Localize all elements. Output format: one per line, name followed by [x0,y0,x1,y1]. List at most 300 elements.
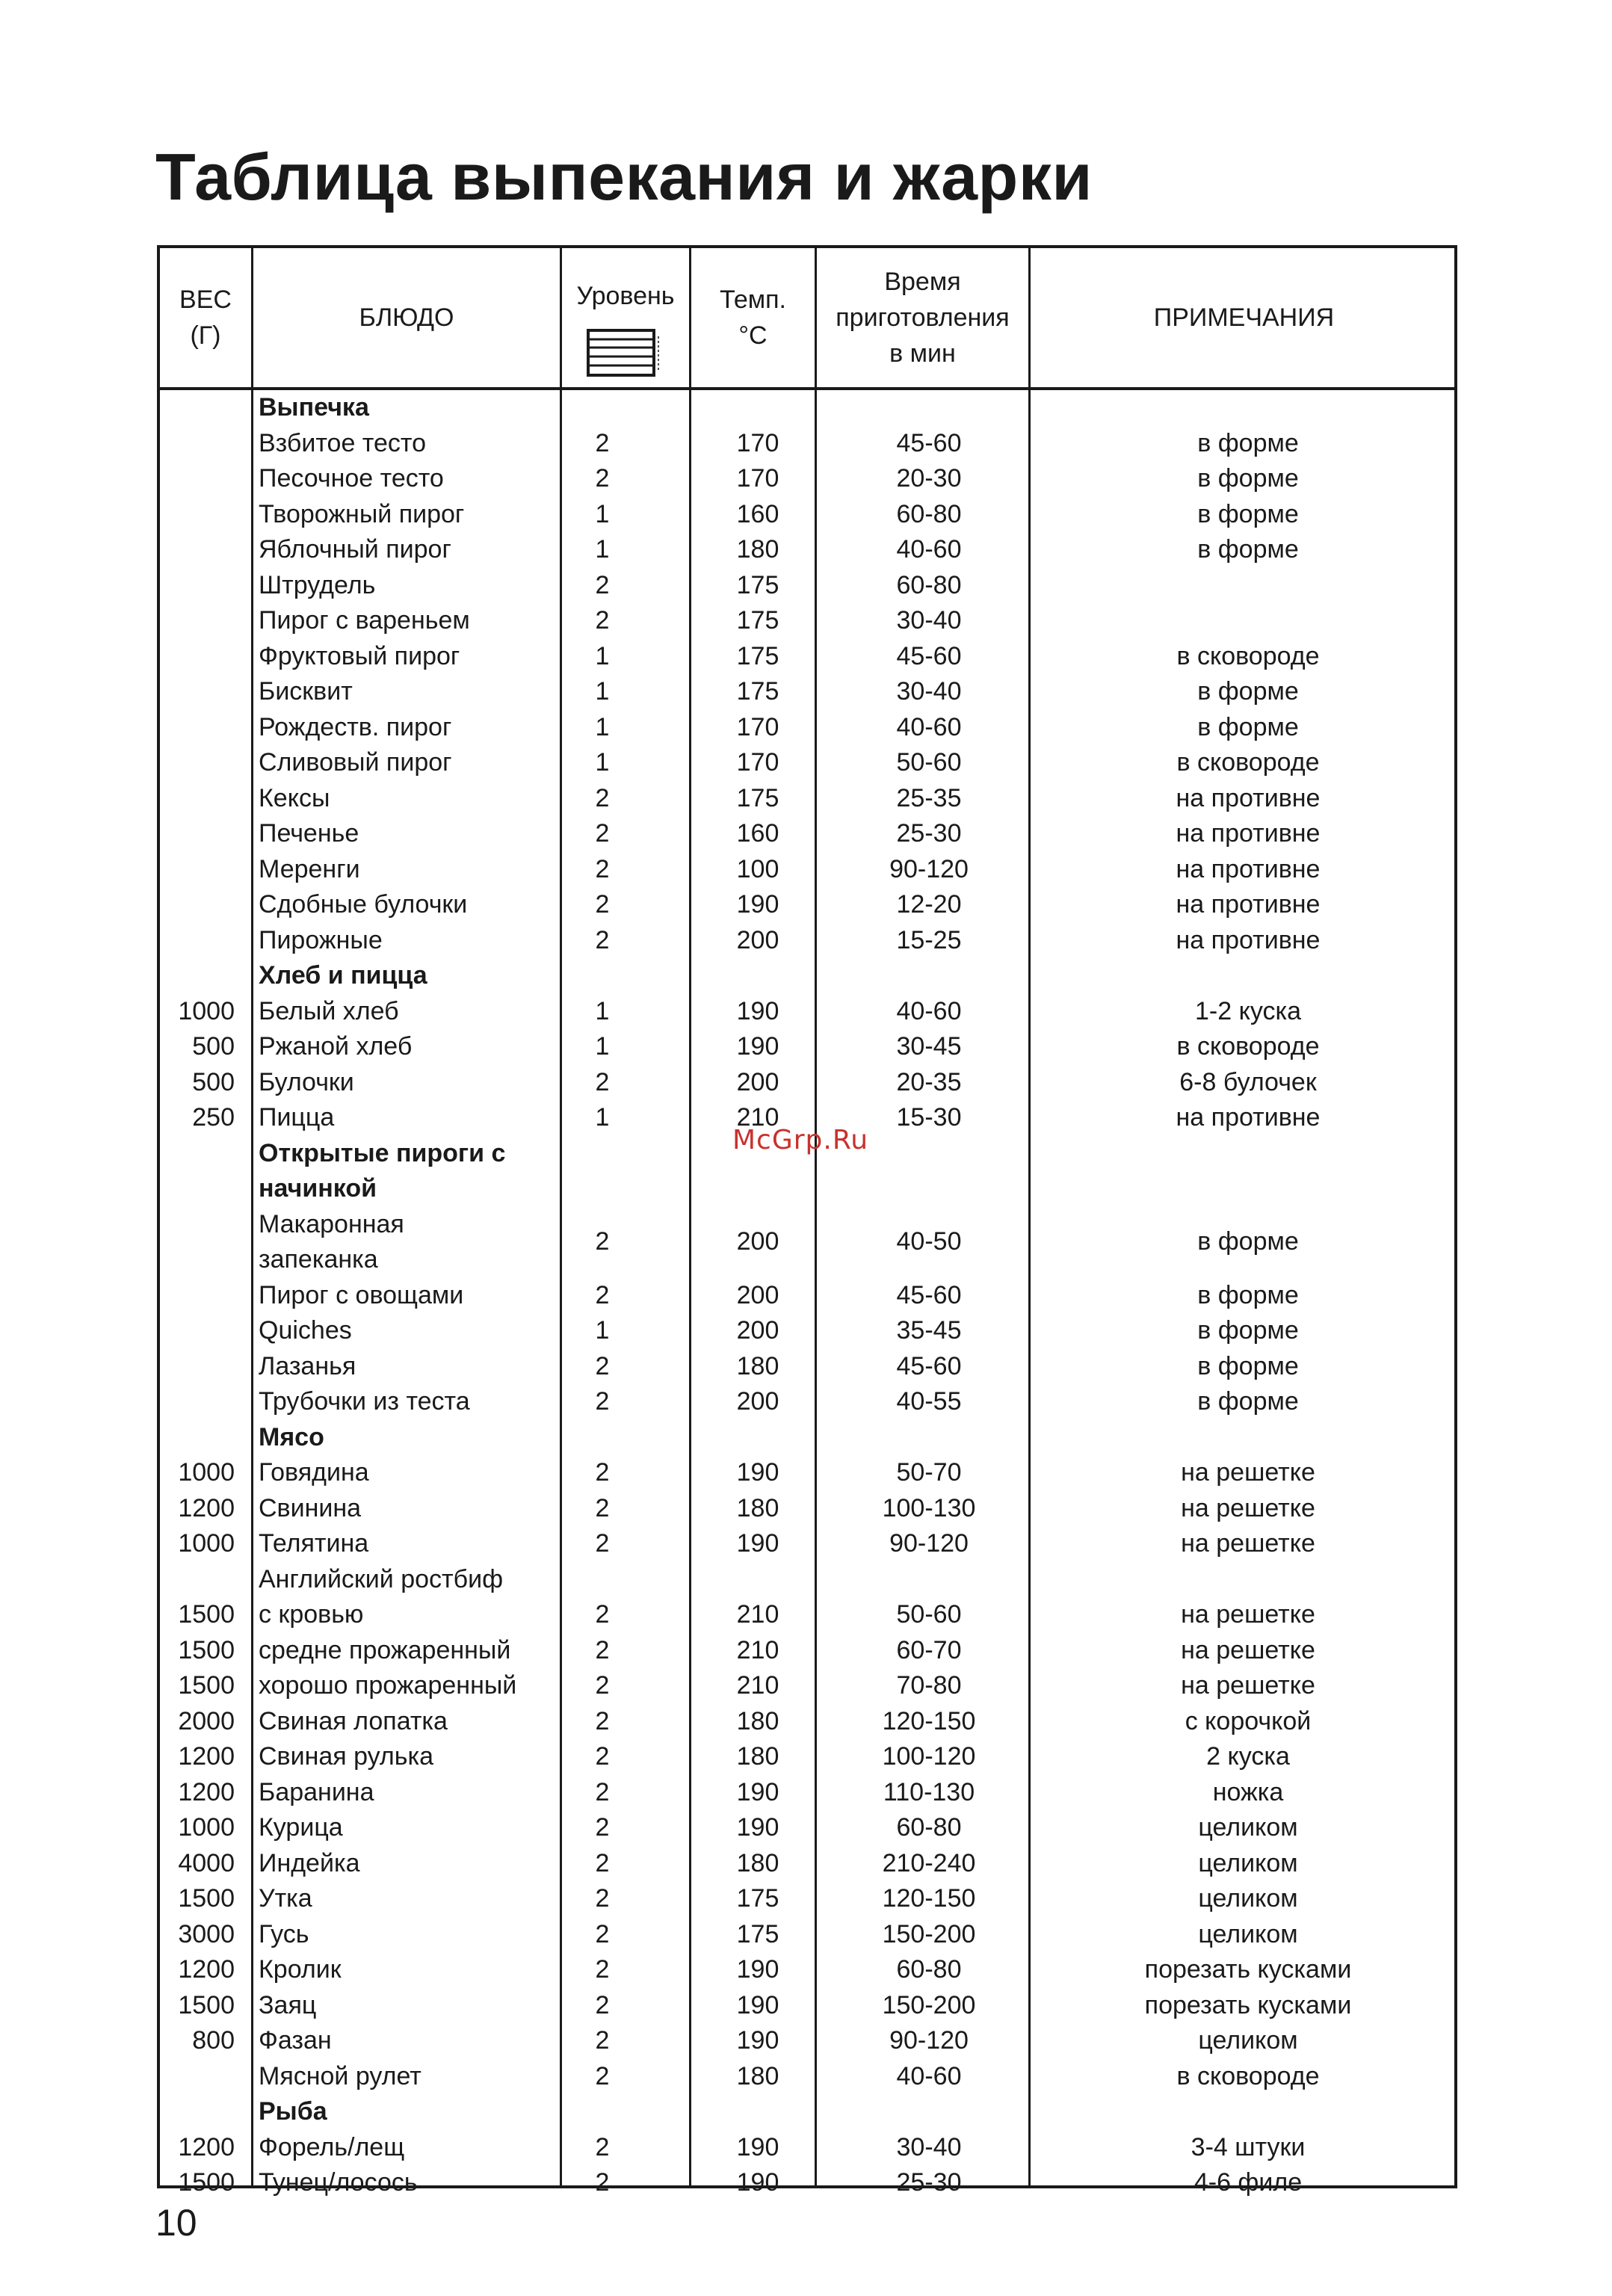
weight-cell: 1500 [178,1600,235,1629]
time-cell: 40-60 [896,535,962,564]
table-row [160,1384,1454,1420]
dish-cell: Курица [259,1813,343,1842]
note-cell: порезать кусками [1144,1990,1352,2019]
note-cell: целиком [1198,2026,1298,2055]
table-row [160,1952,1454,1988]
table-row [160,1775,1454,1811]
dish-cell: Песочное тесто [259,464,444,493]
temperature-cell: 200 [736,1280,779,1309]
weight-cell [160,1349,235,1384]
level-cell: 2 [595,890,610,919]
level-cell: 2 [595,1777,610,1806]
note-cell: на решетке [1181,1635,1315,1664]
weight-cell: 1500 [178,1884,235,1913]
weight-cell: 1200 [178,1777,235,1806]
dish-cell: Тунец/лосось [259,2168,418,2197]
dish-cell: Фазан [259,2026,332,2055]
time-cell: 40-60 [896,996,962,1025]
temperature-cell: 180 [736,1848,779,1877]
note-cell: на противне [1176,783,1321,812]
note-cell: в форме [1197,1387,1299,1416]
note-cell: в форме [1197,464,1299,493]
temperature-cell: 210 [736,1635,779,1664]
temperature-cell: 190 [736,890,779,919]
dish-cell: Форель/лещ [259,2132,405,2161]
temperature-cell: 210 [736,1103,779,1132]
temperature-cell: 175 [736,570,779,599]
temperature-cell: 200 [736,1067,779,1096]
category-row [160,390,1454,426]
weight-cell: 1000 [178,996,235,1025]
level-cell: 1 [595,1032,610,1061]
dish-cell: Яблочный пирог [259,535,451,564]
weight-cell [160,710,235,745]
note-cell: целиком [1198,1919,1298,1948]
time-cell: 45-60 [896,1280,962,1309]
table-row [160,2023,1454,2059]
level-cell: 2 [595,1635,610,1664]
level-cell: 2 [595,783,610,812]
table-row [160,1278,1454,1314]
time-cell: 35-45 [896,1316,962,1345]
dish-cell: Бисквит [259,677,353,706]
temperature-cell: 100 [736,854,779,883]
dish-cell: Взбитое тесто [259,428,427,457]
level-cell: 2 [595,2061,610,2090]
level-cell: 1 [595,712,610,741]
weight-cell [160,887,235,922]
temperature-cell: 210 [736,1600,779,1629]
weight-cell [160,639,235,674]
dish-cell: Макаронная [259,1209,404,1238]
weight-cell: 1500 [178,1990,235,2019]
level-cell: 2 [595,1280,610,1309]
note-cell: целиком [1198,1848,1298,1877]
category-row [160,1171,1454,1207]
level-cell: 2 [595,1351,610,1380]
note-cell: в форме [1197,499,1299,528]
time-cell: 100-120 [882,1742,976,1771]
weight-cell: 1500 [178,1635,235,1664]
level-cell: 2 [595,925,610,954]
note-cell: на решетке [1181,1529,1315,1558]
note-cell: 1-2 куска [1195,996,1301,1025]
dish-cell: Quiches [259,1316,352,1345]
time-cell: 60-80 [896,499,962,528]
level-cell: 1 [595,641,610,670]
table-row [160,2165,1454,2201]
temperature-cell: 175 [736,1919,779,1948]
note-cell: в сковороде [1176,2061,1320,2090]
weight-cell: 2000 [178,1706,235,1735]
temperature-cell: 180 [736,1493,779,1522]
level-cell: 2 [595,606,610,635]
table-row [160,852,1454,888]
weight-cell [160,816,235,851]
table-row [160,1207,1454,1278]
level-cell: 2 [595,1990,610,2019]
temperature-cell: 190 [736,1458,779,1487]
dish-cell: хорошо прожаренный [259,1671,517,1700]
table-header [160,248,1454,390]
weight-cell: 1200 [178,1742,235,1771]
temperature-cell: 180 [736,535,779,564]
dish-cell: Фруктовый пирог [259,641,460,670]
temperature-cell: 200 [736,1387,779,1416]
temperature-cell: 170 [736,428,779,457]
temperature-cell: 160 [736,499,779,528]
level-cell: 2 [595,1529,610,1558]
level-cell: 2 [595,1955,610,1984]
dish-cell: с кровью [259,1600,364,1629]
weight-cell [160,426,235,461]
note-cell: 6-8 булочек [1179,1067,1317,1096]
note-cell: на решетке [1181,1600,1315,1629]
time-cell: 30-40 [896,606,962,635]
note-cell: в сковороде [1176,748,1320,777]
level-cell: 2 [595,1493,610,1522]
dish-cell: Сливовый пирог [259,748,452,777]
weight-cell [160,1224,235,1259]
temperature-cell: 200 [736,1316,779,1345]
table-row [160,603,1454,639]
dish-cell: Свиная лопатка [259,1706,448,1735]
time-cell: 30-45 [896,1032,962,1061]
dish-cell: Творожный пирог [259,499,465,528]
time-cell: 150-200 [882,1919,976,1948]
time-cell: 25-30 [896,2168,962,2197]
weight-cell [160,923,235,958]
note-cell: в форме [1197,1351,1299,1380]
note-cell: в сковороде [1176,1032,1320,1061]
dish-cell: Рождеств. пирог [259,712,452,741]
table-row [160,1633,1454,1669]
category-row [160,2094,1454,2130]
dish-cell: Гусь [259,1919,309,1948]
time-cell: 60-80 [896,1955,962,1984]
dish-cell: Пирог с овощами [259,1280,464,1309]
level-cell: 2 [595,1813,610,1842]
temperature-cell: 190 [736,1990,779,2019]
note-cell: на противне [1176,819,1321,848]
weight-cell [160,603,235,638]
dish-cell: Сдобные булочки [259,890,468,919]
category-title: Рыба [259,2097,327,2126]
level-cell: 2 [595,1387,610,1416]
table-row [160,1491,1454,1527]
dish-cell: Телятина [259,1529,369,1558]
table-row [160,532,1454,568]
level-cell: 2 [595,1919,610,1948]
weight-cell [160,781,235,816]
weight-cell [160,497,235,532]
table-row [160,461,1454,497]
table-row [160,994,1454,1030]
note-cell: в форме [1197,1227,1299,1256]
note-cell: на противне [1176,890,1321,919]
temperature-cell: 180 [736,1351,779,1380]
weight-cell: 500 [192,1067,235,1096]
time-cell: 30-40 [896,677,962,706]
table-row [160,1988,1454,2024]
time-cell: 45-60 [896,641,962,670]
dish-cell: Лазанья [259,1351,356,1380]
note-cell: в форме [1197,1280,1299,1309]
table-row [160,710,1454,746]
note-cell: 2 куска [1206,1742,1290,1771]
temperature-cell: 190 [736,996,779,1025]
table-row [160,2130,1454,2166]
header-level [562,248,689,387]
weight-cell: 1000 [178,1458,235,1487]
weight-cell: 1500 [178,2168,235,2197]
time-cell: 45-60 [896,428,962,457]
time-cell: 15-30 [896,1103,962,1132]
table-row [160,426,1454,462]
time-cell: 50-60 [896,1600,962,1629]
note-cell [1036,603,1460,638]
time-cell: 50-60 [896,748,962,777]
time-cell: 25-35 [896,783,962,812]
dish-cell: Меренги [259,854,360,883]
temperature-cell: 170 [736,748,779,777]
note-cell: на решетке [1181,1458,1315,1487]
table-row [160,1917,1454,1953]
weight-cell: 3000 [178,1919,235,1948]
time-cell: 120-150 [882,1706,976,1735]
time-cell: 20-30 [896,464,962,493]
table-row [160,1349,1454,1385]
dish-cell: Говядина [259,1458,369,1487]
level-cell: 2 [595,1884,610,1913]
temperature-cell: 175 [736,677,779,706]
note-cell: в форме [1197,535,1299,564]
table-row [160,781,1454,817]
temperature-cell: 190 [736,2026,779,2055]
time-cell: 40-60 [896,2061,962,2090]
table-row [160,1597,1454,1633]
time-cell: 90-120 [889,1529,969,1558]
weight-cell: 1000 [178,1813,235,1842]
temperature-cell: 180 [736,2061,779,2090]
note-cell: в сковороде [1176,641,1320,670]
dish-cell: Пирог с вареньем [259,606,470,635]
level-cell: 1 [595,1103,610,1132]
level-cell: 2 [595,1458,610,1487]
table-row [160,1846,1454,1882]
table-row [160,639,1454,675]
dish-cell: Штрудель [259,570,376,599]
level-cell: 1 [595,996,610,1025]
level-cell: 2 [595,2168,610,2197]
category-title: Мясо [259,1422,324,1451]
dish-cell: Кролик [259,1955,342,1984]
temperature-cell: 190 [736,2168,779,2197]
weight-cell [160,1384,235,1419]
note-cell: в форме [1197,428,1299,457]
category-row [160,1420,1454,1456]
note-cell: с корочкой [1185,1706,1312,1735]
note-cell: 3-4 штуки [1191,2132,1306,2161]
note-cell: на противне [1176,854,1321,883]
time-cell: 90-120 [889,2026,969,2055]
level-cell: 2 [595,1227,610,1256]
weight-cell: 500 [192,1032,235,1061]
level-cell: 1 [595,677,610,706]
time-cell: 150-200 [882,1990,976,2019]
time-cell: 110-130 [883,1777,975,1806]
time-cell: 210-240 [882,1848,976,1877]
weight-cell: 1000 [178,1529,235,1558]
temperature-cell: 160 [736,819,779,848]
table-row [160,1065,1454,1101]
note-cell: ножка [1212,1777,1284,1806]
oven-shelf-icon [587,329,664,377]
temperature-cell: 180 [736,1706,779,1735]
temperature-cell: 170 [736,464,779,493]
dish-cell: Пицца [259,1103,335,1132]
table-row [160,816,1454,852]
table-row [160,2059,1454,2095]
table-row [160,1810,1454,1846]
time-cell: 45-60 [896,1351,962,1380]
level-cell: 1 [595,499,610,528]
level-cell: 2 [595,464,610,493]
weight-cell: 1200 [178,1955,235,1984]
time-cell: 100-130 [882,1493,976,1522]
level-cell: 1 [595,748,610,777]
table-row [160,1455,1454,1491]
table-row [160,1668,1454,1704]
time-cell: 12-20 [896,890,962,919]
note-cell: в форме [1197,1316,1299,1345]
page-title: Таблица выпекания и жарки [155,140,1093,214]
temperature-cell: 190 [736,1529,779,1558]
level-cell: 2 [595,2026,610,2055]
category-title: начинкой [259,1174,377,1203]
dish-cell: Баранина [259,1777,374,1806]
time-cell: 60-80 [896,570,962,599]
dish-cell: Булочки [259,1067,354,1096]
note-cell: 4-6 филе [1193,2168,1303,2197]
temperature-cell: 190 [736,1777,779,1806]
dish-cell: Печенье [259,819,359,848]
time-cell: 60-80 [896,1813,962,1842]
dish-cell-line2: запеканка [259,1245,378,1274]
note-cell: в форме [1197,677,1299,706]
temperature-cell: 190 [736,1955,779,1984]
weight-cell [160,1278,235,1313]
baking-roasting-table [157,245,1457,2197]
temperature-cell: 175 [736,1884,779,1913]
page-number: 10 [155,2202,197,2244]
level-cell: 2 [595,1742,610,1771]
note-cell: порезать кусками [1144,1955,1352,1984]
weight-cell: 1200 [178,2132,235,2161]
note-cell: на решетке [1181,1493,1315,1522]
note-cell: целиком [1198,1813,1298,1842]
dish-cell: Трубочки из теста [259,1387,470,1416]
weight-cell [160,461,235,496]
weight-cell [160,1313,235,1348]
table-row [160,745,1454,781]
level-cell: 1 [595,1316,610,1345]
note-cell: в форме [1197,712,1299,741]
temperature-cell: 190 [736,1813,779,1842]
weight-cell [160,532,235,567]
temperature-cell: 180 [736,1742,779,1771]
table-row [160,1029,1454,1065]
category-title: Хлеб и пицца [259,961,427,990]
time-cell: 40-60 [896,712,962,741]
table-row [160,1526,1454,1562]
level-cell: 2 [595,1600,610,1629]
dish-cell: средне прожаренный [259,1635,511,1664]
time-cell: 25-30 [896,819,962,848]
header-level-label: Уровень [576,282,675,310]
table-row [160,1739,1454,1775]
weight-cell [160,568,235,603]
level-cell: 2 [595,570,610,599]
time-cell: 40-55 [896,1387,962,1416]
table-row [160,1562,1454,1598]
weight-cell [160,852,235,887]
weight-cell [160,2059,235,2094]
note-cell: на противне [1176,925,1321,954]
table-row [160,568,1454,604]
dish-cell: Пирожные [259,925,383,954]
temperature-cell: 190 [736,1032,779,1061]
dish-cell: Белый хлеб [259,996,399,1025]
dish-cell: Ржаной хлеб [259,1032,413,1061]
dish-cell: Кексы [259,783,330,812]
weight-cell: 1500 [178,1671,235,1700]
note-cell: на противне [1176,1103,1321,1132]
time-cell: 30-40 [896,2132,962,2161]
level-cell: 2 [595,1706,610,1735]
temperature-cell: 200 [736,925,779,954]
category-title: Выпечка [259,393,369,422]
weight-cell [160,745,235,780]
level-cell: 2 [595,428,610,457]
temperature-cell: 175 [736,641,779,670]
category-title: Открытые пироги с [259,1138,506,1167]
header-time: Время приготовления в мин [836,268,1010,368]
weight-cell: 4000 [178,1848,235,1877]
dish-cell: Свинина [259,1493,362,1522]
level-cell: 1 [595,535,610,564]
weight-cell: 800 [192,2026,235,2055]
time-cell: 20-35 [896,1067,962,1096]
level-cell: 2 [595,2132,610,2161]
dish-cell: Утка [259,1884,312,1913]
weight-cell: 250 [192,1103,235,1132]
temperature-cell: 200 [736,1227,779,1256]
level-cell: 2 [595,854,610,883]
table-row [160,1313,1454,1349]
table-row [160,887,1454,923]
dish-cell: Индейка [259,1848,360,1877]
level-cell: 2 [595,1671,610,1700]
time-cell: 120-150 [882,1884,976,1913]
header-temperature: Темп. °C [719,286,786,350]
table-row [160,923,1454,959]
dish-cell: Мясной рулет [259,2061,421,2090]
time-cell: 70-80 [896,1671,962,1700]
level-cell: 2 [595,819,610,848]
header-weight: ВЕС (Г) [179,286,232,350]
level-cell: 2 [595,1067,610,1096]
